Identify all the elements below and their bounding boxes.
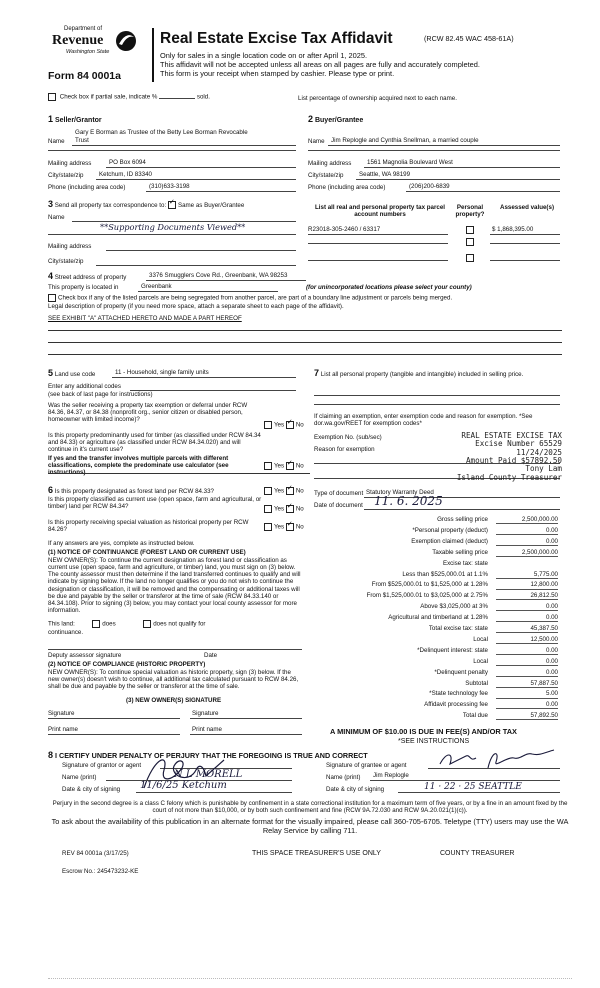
buyer-city-label: City/state/zip	[308, 172, 344, 179]
calc-label: Agricultural and timberland at 1.28%	[388, 614, 488, 622]
seller-mailing: PO Box 6094	[109, 159, 146, 166]
personal-property-line-2[interactable]	[314, 404, 560, 405]
buyer-phone-label: Phone (including area code)	[308, 184, 386, 191]
calc-row	[258, 592, 558, 602]
seller-city: Ketchum, ID 83340	[99, 171, 152, 178]
seller-num: 1	[48, 114, 54, 124]
notice1-text: NEW OWNER(S): To continue the current designation as forest land or classification as current use (open space, farm and agriculture, or timber) land, you must sign on (3) below. The county assessor must then determine if the land transferred continues to qualify and will indicate by signing below. If the land no longer qualifies or you do not wish to continue the designation or classification, it will be removed and the compensating or additional taxes will be due and payable by the seller or transferor at the time of sale (RCW 84.33.140 or 84.34.108). Prior to signing (3) below, you may contact your local county assessor for more information.	[48, 557, 301, 614]
dept-of-label: Department of	[64, 26, 103, 32]
does-checkbox[interactable]	[92, 620, 100, 628]
partial-sale-pct-field[interactable]	[159, 98, 195, 99]
calc-row	[258, 669, 558, 679]
if-any-note: If any answers are yes, complete as instructed below.	[48, 540, 195, 547]
grantee-signature	[436, 746, 560, 772]
seller-phone-label: Phone (including area code)	[48, 184, 126, 191]
certify-text: I CERTIFY UNDER PENALTY OF PERJURY THAT THE FOREGOING IS TRUE AND CORRECT	[55, 751, 368, 760]
forest-no-checkbox[interactable]	[286, 487, 294, 495]
section4-num: 4	[48, 271, 54, 281]
treasurer-stamp	[400, 432, 562, 482]
q2-no-label: No	[295, 462, 304, 470]
q2-yes-label: Yes	[274, 462, 285, 470]
street-address: 3376 Smugglers Cove Rd., Greenbank, WA 98253	[149, 272, 288, 279]
calc-value[interactable]: 2,500,000.00	[496, 549, 558, 557]
forest-yes-no	[264, 487, 304, 495]
section7-num: 7	[314, 368, 320, 378]
calc-label: *Personal property (deduct)	[412, 526, 488, 534]
legal-line-2	[48, 342, 562, 343]
calc-row	[258, 658, 558, 668]
rev-number: REV 84 0001a (3/17/25)	[62, 850, 129, 857]
section7-label: List all personal property (tangible and intangible) included in selling price.	[320, 371, 524, 378]
calc-value[interactable]: 0.00	[496, 527, 558, 535]
forest-yes-checkbox[interactable]	[264, 487, 272, 495]
legal-line-1	[48, 330, 562, 331]
parcel-row-2[interactable]	[308, 243, 448, 244]
seller-phone-field[interactable]	[146, 183, 296, 192]
section3-name-field[interactable]	[72, 213, 296, 222]
calc-row	[258, 712, 558, 722]
segregate-checkbox[interactable]	[48, 294, 56, 302]
calc-row	[258, 527, 558, 537]
additional-codes-field[interactable]	[130, 382, 296, 391]
parcel-row-3[interactable]	[308, 260, 448, 261]
calc-row	[258, 603, 558, 613]
reason-label: Reason for exemption	[314, 446, 375, 453]
grantor-name: N L MORELL	[174, 769, 243, 780]
calc-row	[258, 538, 558, 548]
assessed-row-1[interactable]	[490, 226, 560, 235]
assessed-row-3[interactable]	[490, 260, 560, 261]
stamp-line-2: Excise Number 65529	[475, 439, 562, 449]
header-line3: This form is your receipt when stamped by cashier. Please type or print.	[160, 69, 395, 78]
dept-name: Revenue	[52, 33, 104, 48]
land-use-code: 11 - Household, single family units	[115, 369, 209, 376]
q1-yes-no	[264, 421, 304, 429]
owner-print-label-2: Print name	[192, 726, 222, 733]
buyer-mailing-field[interactable]	[364, 159, 560, 168]
located-field[interactable]	[138, 283, 278, 292]
historic-no-label: No	[295, 523, 304, 531]
additional-codes-note: (see back of last page for instructions)	[48, 391, 153, 398]
owner-print-line-2[interactable]	[190, 734, 302, 735]
personal-property-label	[314, 368, 564, 378]
does-label: does	[102, 620, 116, 628]
calc-row	[258, 625, 558, 635]
stamp-line-6: Island County Treasurer	[456, 472, 562, 482]
partial-sale-label: Check box if partial sale, indicate %	[59, 93, 158, 101]
deputy-date-label: Date	[204, 652, 218, 659]
current-use-yes-no	[264, 505, 304, 513]
new-owner-sig-title: (3) NEW OWNER(S) SIGNATURE	[126, 697, 222, 704]
continuance-label: continuance.	[48, 629, 84, 636]
partial-sale-checkbox[interactable]	[48, 93, 56, 101]
partial-sale-sold: sold.	[196, 93, 210, 101]
exemption-question: Was the seller receiving a property tax exemption or deferral under RCW 84.36, 84.37, or 84.38 (nonprofit org., senior citizen or disabled person, homeowner with limited income)?	[48, 402, 248, 424]
buyer-city: Seattle, WA 98199	[359, 171, 411, 178]
partial-sale-row	[48, 93, 210, 101]
treasurer-use-only: THIS SPACE TREASURER'S USE ONLY	[252, 850, 381, 857]
section3-mailing-label: Mailing address	[48, 243, 92, 250]
calc-row	[258, 571, 558, 581]
personal-col-header: Personal property?	[455, 204, 485, 219]
grantor-date-label: Date & city of signing	[62, 786, 121, 793]
q1-yes-checkbox[interactable]	[264, 421, 272, 429]
q2-yes-checkbox[interactable]	[264, 462, 272, 470]
calc-label: *State technology fee	[429, 690, 488, 698]
buyer-heading-label: Buyer/Grantee	[314, 117, 364, 124]
grantee-date: 11 · 22 · 25 SEATTLE	[424, 782, 522, 792]
predominate-question: If yes and the transfer involves multiple parcels with different classifications, complete the predominate use calculator (see instructions)	[48, 455, 229, 477]
notice2-text: NEW OWNER(S): To continue special valuation as historic property, sign (3) below. If the new owner(s) doesn't wish to continue, all additional tax calculated pursuant to RCW 84.26, shall be due and payable by the seller or transferor at the time of sale.	[48, 669, 299, 691]
calc-value[interactable]: 12,800.00	[496, 581, 558, 589]
exemption-no-label: Exemption No. (sub/sec)	[314, 434, 382, 441]
owner-sig-label-2: Signature	[192, 710, 219, 717]
calc-value[interactable]: 0.00	[496, 538, 558, 546]
q1-yes-label: Yes	[274, 421, 285, 429]
grantor-name-label: Name (print)	[62, 774, 97, 781]
assessed-col-header: Assessed value(s)	[500, 204, 554, 211]
buyer-phone: (206)200-6839	[409, 183, 450, 190]
section3-city-label: City/state/zip	[48, 258, 84, 265]
stamp-line-5: Tony Lam	[525, 464, 562, 474]
seller-city-label: City/state/zip	[48, 172, 84, 179]
buyer-city-field[interactable]	[356, 171, 560, 180]
stamp-line-1: REAL ESTATE EXCISE TAX	[461, 431, 562, 440]
doc-type-label: Type of document	[314, 490, 364, 497]
current-use-no-checkbox[interactable]	[286, 505, 294, 513]
calc-label: Affidavit processing fee	[424, 701, 488, 709]
section3-heading	[48, 199, 244, 209]
calc-value[interactable]: 12,500.00	[496, 636, 558, 644]
calc-row	[258, 701, 558, 711]
grantor-sig-label: Signature of grantor or agent	[62, 762, 142, 769]
calc-row	[258, 560, 558, 570]
form-rcw: (RCW 82.45 WAC 458-61A)	[424, 34, 514, 43]
dept-state: Washington State	[66, 49, 110, 55]
street-field[interactable]	[146, 272, 306, 281]
personal-checkbox-2[interactable]	[466, 238, 474, 246]
calc-value[interactable]: 0.00	[496, 603, 558, 611]
section5-num: 5	[48, 368, 54, 378]
owner-print-label-1: Print name	[48, 726, 78, 733]
calc-label: Total excise tax: state	[428, 625, 488, 632]
calc-value[interactable]: 45,387.50	[496, 625, 558, 633]
section8-num: 8	[48, 750, 54, 760]
notice2-title: (2) NOTICE OF COMPLIANCE (HISTORIC PROPERTY)	[48, 661, 206, 668]
calc-value[interactable]: 0.00	[496, 647, 558, 655]
calc-label: *Delinquent penalty	[434, 668, 488, 676]
calc-row	[258, 690, 558, 700]
forest-yes-label: Yes	[274, 487, 285, 495]
calc-value[interactable]: 2,500,000.00	[496, 516, 558, 524]
grantee-name-label: Name (print)	[326, 774, 361, 781]
q1-no-label: No	[295, 421, 304, 429]
stamp-line-4: Amount Paid $57892.50	[465, 456, 562, 466]
calc-label: Local	[473, 635, 488, 643]
supporting-docs-note: **Supporting Documents Viewed**	[100, 222, 246, 232]
calc-row	[258, 680, 558, 690]
calc-label: Less than $525,000.01 at 1.1%	[402, 570, 488, 578]
footer-dotted-line	[48, 978, 572, 979]
seller-heading	[48, 114, 102, 125]
minimum-notice: A MINIMUM OF $10.00 IS DUE IN FEE(S) AND/OR TAX	[330, 727, 517, 736]
section3-mailing-field[interactable]	[106, 242, 296, 251]
q1-no-checkbox[interactable]	[286, 421, 294, 429]
buyer-phone-field[interactable]	[406, 183, 560, 192]
form-number: Form 84 0001a	[48, 70, 121, 82]
exemption-claim-note: If claiming an exemption, enter exemption code and reason for exemption. *See dor.wa.gov/REET for exemption codes*	[314, 413, 533, 428]
buyer-name-label: Name	[308, 138, 325, 145]
parcel-number: R23018-305-2460 / 63317	[308, 226, 381, 233]
calc-row	[258, 614, 558, 624]
buyer-num: 2	[308, 114, 314, 124]
section3-name-label: Name	[48, 214, 65, 221]
personal-checkbox-3[interactable]	[466, 254, 474, 262]
owner-sig-line-1[interactable]	[48, 718, 180, 719]
seller-name-line1[interactable]: Gary E Borman as Trustee of the Betty Lee Borman Revocable	[75, 129, 248, 136]
owner-print-line-1[interactable]	[48, 734, 180, 735]
parcel-col-header: List all real and personal property tax parcel account numbers	[315, 204, 445, 219]
calc-label: Excise tax: state	[442, 559, 488, 567]
calc-value[interactable]: 5,775.00	[496, 571, 558, 579]
calc-value[interactable]: 0.00	[496, 669, 558, 677]
historic-yes-label: Yes	[274, 523, 285, 531]
land-use-row	[48, 368, 95, 378]
grantee-date-label: Date & city of signing	[326, 786, 385, 793]
calc-value[interactable]: 26,812.50	[496, 592, 558, 600]
seller-name-field[interactable]	[72, 137, 296, 146]
doc-date-field[interactable]	[364, 494, 560, 510]
seller-name-label: Name	[48, 138, 65, 145]
calc-value[interactable]: 5.00	[496, 690, 558, 698]
does-not-checkbox[interactable]	[143, 620, 151, 628]
owner-sig-label-1: Signature	[48, 710, 75, 717]
section3-extra-line	[48, 234, 296, 235]
timber-question: Is this property predominantly used for timber (as classified under RCW 84.34 and 84.33) or agriculture (as classified under RCW 84.34.020) and will continue in it's current use?	[48, 432, 261, 454]
deputy-label: Deputy assessor signature	[48, 652, 122, 659]
section3-num: 3	[48, 199, 54, 209]
parcel-row-1[interactable]	[308, 226, 448, 235]
doc-date: 11. 6. 2025	[374, 494, 443, 508]
legal-line-3	[48, 354, 562, 355]
dor-swoosh-icon	[114, 29, 138, 53]
current-use-question: Is this property classified as current use (open space, farm and agricultural, or timber) land per RCW 84.34?	[48, 496, 262, 511]
unincorporated-note: (for unincorporated locations please select your county)	[306, 284, 472, 291]
calc-label: Exemption claimed (deduct)	[411, 537, 488, 545]
seller-mailing-field[interactable]	[106, 159, 296, 168]
buyer-name-field[interactable]	[328, 137, 560, 146]
form-title: Real Estate Excise Tax Affidavit	[160, 30, 393, 47]
seller-heading-label: Seller/Grantor	[54, 117, 102, 124]
personal-property-line-1[interactable]	[314, 395, 560, 396]
calc-row	[258, 516, 558, 526]
assessed-value: $ 1,868,395.00	[492, 226, 534, 233]
this-land-row	[48, 620, 205, 628]
located-in: Greenbank	[141, 283, 172, 290]
street-label: Street address of property	[54, 274, 127, 281]
historic-question: Is this property receiving special valuation as historical property per RCW 84.26?	[48, 519, 249, 534]
calc-label: From $1,525,000.01 to $3,025,000 at 2.75%	[366, 592, 488, 600]
segregate-label: Check box if any of the listed parcels are being segregated from another parcel, are part of a boundary line adjustment or parcels being merged.	[58, 294, 453, 302]
assessed-row-2[interactable]	[490, 243, 560, 244]
seller-mailing-label: Mailing address	[48, 160, 92, 167]
seller-phone: (310)633-3198	[149, 183, 190, 190]
buyer-mailing: 1561 Magnolia Boulevard West	[367, 159, 453, 166]
header-line2: This affidavit will not be accepted unless all areas on all pages are fully and accurately completed.	[160, 60, 480, 69]
calc-value[interactable]: 0.00	[496, 614, 558, 622]
header-divider	[152, 28, 154, 82]
section4-street-row	[48, 271, 126, 281]
calc-label: Taxable selling price	[432, 548, 488, 556]
land-use-field[interactable]	[112, 369, 296, 378]
q2-no-checkbox[interactable]	[286, 462, 294, 470]
calc-label: Subtotal	[465, 679, 488, 687]
section3-label: Send all property tax correspondence to:	[54, 202, 167, 209]
seller-city-field[interactable]	[96, 171, 296, 180]
grantee-sig-label: Signature of grantee or agent	[326, 762, 407, 769]
see-instructions: *SEE INSTRUCTIONS	[398, 738, 470, 745]
dor-logo	[48, 26, 146, 66]
calc-value[interactable]: 57,892.50	[496, 712, 558, 720]
section3-city-field[interactable]	[96, 257, 296, 266]
doc-type: Statutory Warranty Deed	[366, 489, 434, 496]
forest-question-text: Is this property designated as forest land per RCW 84.33?	[54, 488, 214, 495]
buyer-mailing-label: Mailing address	[308, 160, 352, 167]
forest-no-label: No	[295, 487, 304, 495]
section5-divider	[48, 473, 310, 474]
section6-num: 6	[48, 485, 54, 495]
legal-desc-text[interactable]: SEE EXHIBIT "A" ATTACHED HERETO AND MADE A PART HEREOF	[48, 315, 242, 322]
same-as-buyer-checkbox[interactable]	[168, 201, 176, 209]
seller-name-line2: Trust	[75, 137, 89, 144]
legal-desc-label: Legal description of property (if you need more space, attach a separate sheet to each page of the affidavit).	[48, 303, 344, 310]
notice1-title: (1) NOTICE OF CONTINUANCE (FOREST LAND OR CURRENT USE)	[48, 549, 246, 556]
calc-label: From $525,000.01 to $1,525,000 at 1.28%	[371, 581, 488, 589]
stamp-line-3: 11/24/2025	[516, 447, 562, 457]
calc-label: Above $3,025,000 at 3%	[420, 603, 488, 611]
calc-value[interactable]: 57,887.50	[496, 680, 558, 688]
grantor-date-field[interactable]	[136, 792, 292, 793]
calc-label: Gross selling price	[437, 516, 488, 523]
current-use-yes-label: Yes	[274, 505, 285, 513]
additional-codes-label: Enter any additional codes	[48, 383, 121, 390]
current-use-yes-checkbox[interactable]	[264, 505, 272, 513]
land-use-label: Land use code	[54, 371, 96, 378]
calc-value[interactable]: 0.00	[496, 701, 558, 709]
grantee-name: Jim Replogle	[373, 772, 409, 779]
doc-date-label: Date of document	[314, 502, 363, 509]
calc-label: *Delinquent interest: state	[417, 646, 488, 654]
escrow-number: Escrow No.: 245473232-KE	[62, 868, 139, 875]
list-pct-note: List percentage of ownership acquired next to each name.	[298, 95, 457, 102]
this-land-label: This land:	[48, 620, 75, 628]
q2-yes-no	[264, 462, 304, 470]
calc-row	[258, 636, 558, 646]
segregate-row	[48, 294, 568, 302]
calc-label: Total due	[462, 712, 488, 720]
current-use-no-label: No	[295, 505, 304, 513]
seller-name-extra-line	[48, 150, 296, 151]
buyer-heading	[308, 114, 363, 125]
personal-checkbox-1[interactable]	[466, 226, 474, 234]
calc-row	[258, 647, 558, 657]
forest-question	[48, 485, 262, 495]
calc-label: Local	[473, 657, 488, 665]
perjury-notice: Perjury in the second degree is a class C felony which is punishable by confinement in a state correctional institution for a maximum term of five years, or by a fine in an amount fixed by the court of not more than $10,000, or by both such confinement and fine (RCW 9A.72.030 and RCW 9A.20.021(1)(c)).	[52, 800, 568, 815]
alt-format-notice: To ask about the availability of this publication in an alternate format for the visually impaired, please call 360-705-6705. Teletype (TTY) users may use the WA Relay Service by calling 711.	[51, 817, 569, 835]
does-not-label: does not qualify for	[153, 620, 206, 628]
grantor-date: 11/6/25 Ketchum	[140, 780, 227, 791]
located-label: This property is located in	[48, 284, 119, 291]
buyer-name-extra-line	[308, 150, 560, 151]
calc-value[interactable]: 0.00	[496, 658, 558, 666]
header-line1: Only for sales in a single location code on or after April 1, 2025.	[160, 51, 368, 60]
county-treasurer-label: COUNTY TREASURER	[440, 850, 515, 857]
same-as-buyer-label: Same as Buyer/Grantee	[177, 202, 245, 209]
calc-row	[258, 581, 558, 591]
buyer-name: Jim Replogle and Cynthia Snellman, a married couple	[331, 137, 479, 144]
calc-row	[258, 549, 558, 559]
grantee-name-field[interactable]	[370, 772, 560, 781]
